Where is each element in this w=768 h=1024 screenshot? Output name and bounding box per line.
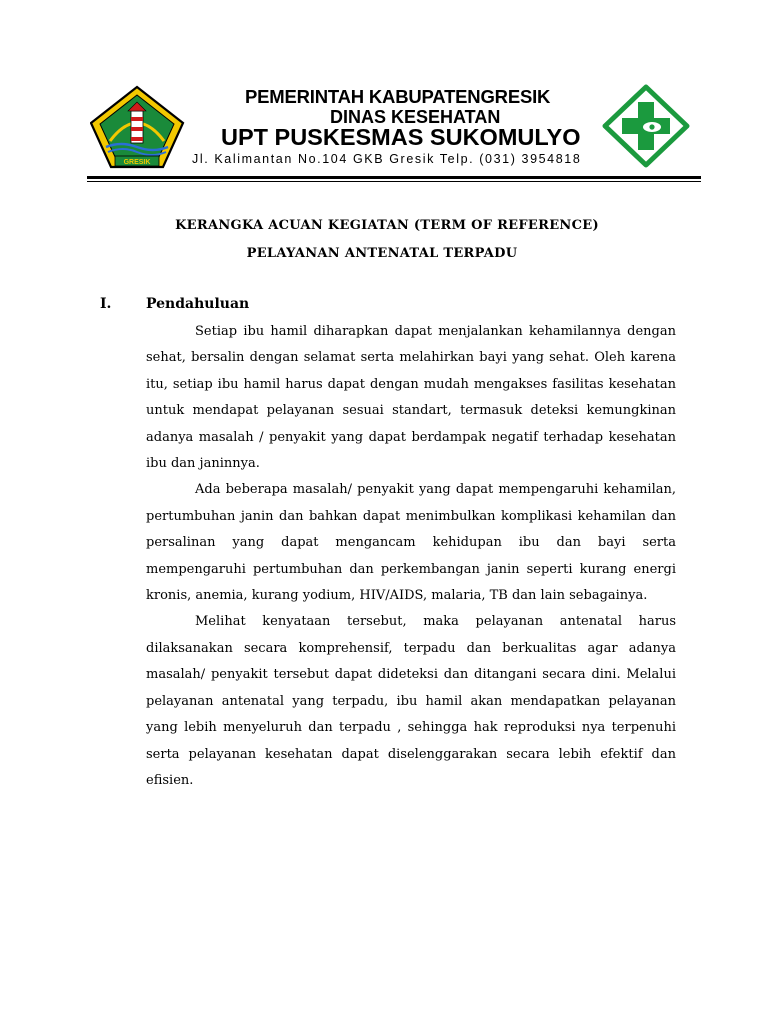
letterhead-divider-thin (87, 181, 701, 182)
facility-name: UPT PUSKESMAS SUKOMULYO (221, 124, 581, 150)
document-subtitle: PELAYANAN ANTENATAL TERPADU (246, 246, 518, 261)
gresik-regency-emblem (90, 85, 185, 170)
emblem-label: GRESIK (123, 159, 151, 166)
paragraph: Setiap ibu hamil diharapkan dapat menjalankan kehamilannya dengan sehat, bersalin dengan selamat serta melahirkan bayi yang sehat. Oleh karena itu, setiap ibu hamil harus dapat dengan mudah mengakses fasilitas kesehatan untuk mendapat pelayanan sesuai standart, termasuk deteksi kemungkinan adanya masalah / penyakit yang dapat berdampak negatif terhadap kesehatan ibu dan janinnya. (146, 324, 676, 472)
department-name: DINAS KESEHATAN (330, 107, 501, 127)
section-heading: Pendahuluan (146, 296, 250, 312)
letterhead (0, 0, 768, 195)
document-title: KERANGKA ACUAN KEGIATAN (TERM OF REFERENCE) (175, 218, 599, 233)
section-body (146, 319, 676, 794)
government-name: PEMERINTAH KABUPATENGRESIK (245, 86, 551, 107)
facility-address: Jl. Kalimantan No.104 GKB Gresik Telp. (031) 3954818 (192, 152, 582, 166)
section-number: I. (100, 296, 112, 312)
paragraph: Melihat kenyataan tersebut, maka pelayanan antenatal harus dilaksanakan secara komprehensif, terpadu dan berkualitas agar adanya masalah/ penyakit tersebut dapat dideteksi dan ditangani secara dini. Melalui pelayanan antenatal yang terpadu, ibu hamil akan mendapatkan pelayanan yang lebih menyeluruh dan terpadu , sehingga hak reproduksi nya terpenuhi serta pelayanan kesehatan dapat diselenggarakan secara lebih efektif dan efisien. (146, 614, 676, 788)
paragraph: Ada beberapa masalah/ penyakit yang dapat mempengaruhi kehamilan, pertumbuhan janin dan bahkan dapat menimbulkan komplikasi kehamilan dan persalinan yang dapat mengancam kehidupan ibu dan bayi serta mempengaruhi pertumbuhan dan perkembangan janin seperti kurang energi kronis, anemia, kurang yodium, HIV/AIDS, malaria, TB dan lain sebagainya. (146, 482, 676, 604)
letterhead-divider (87, 176, 701, 179)
puskesmas-cross-icon (602, 84, 690, 168)
